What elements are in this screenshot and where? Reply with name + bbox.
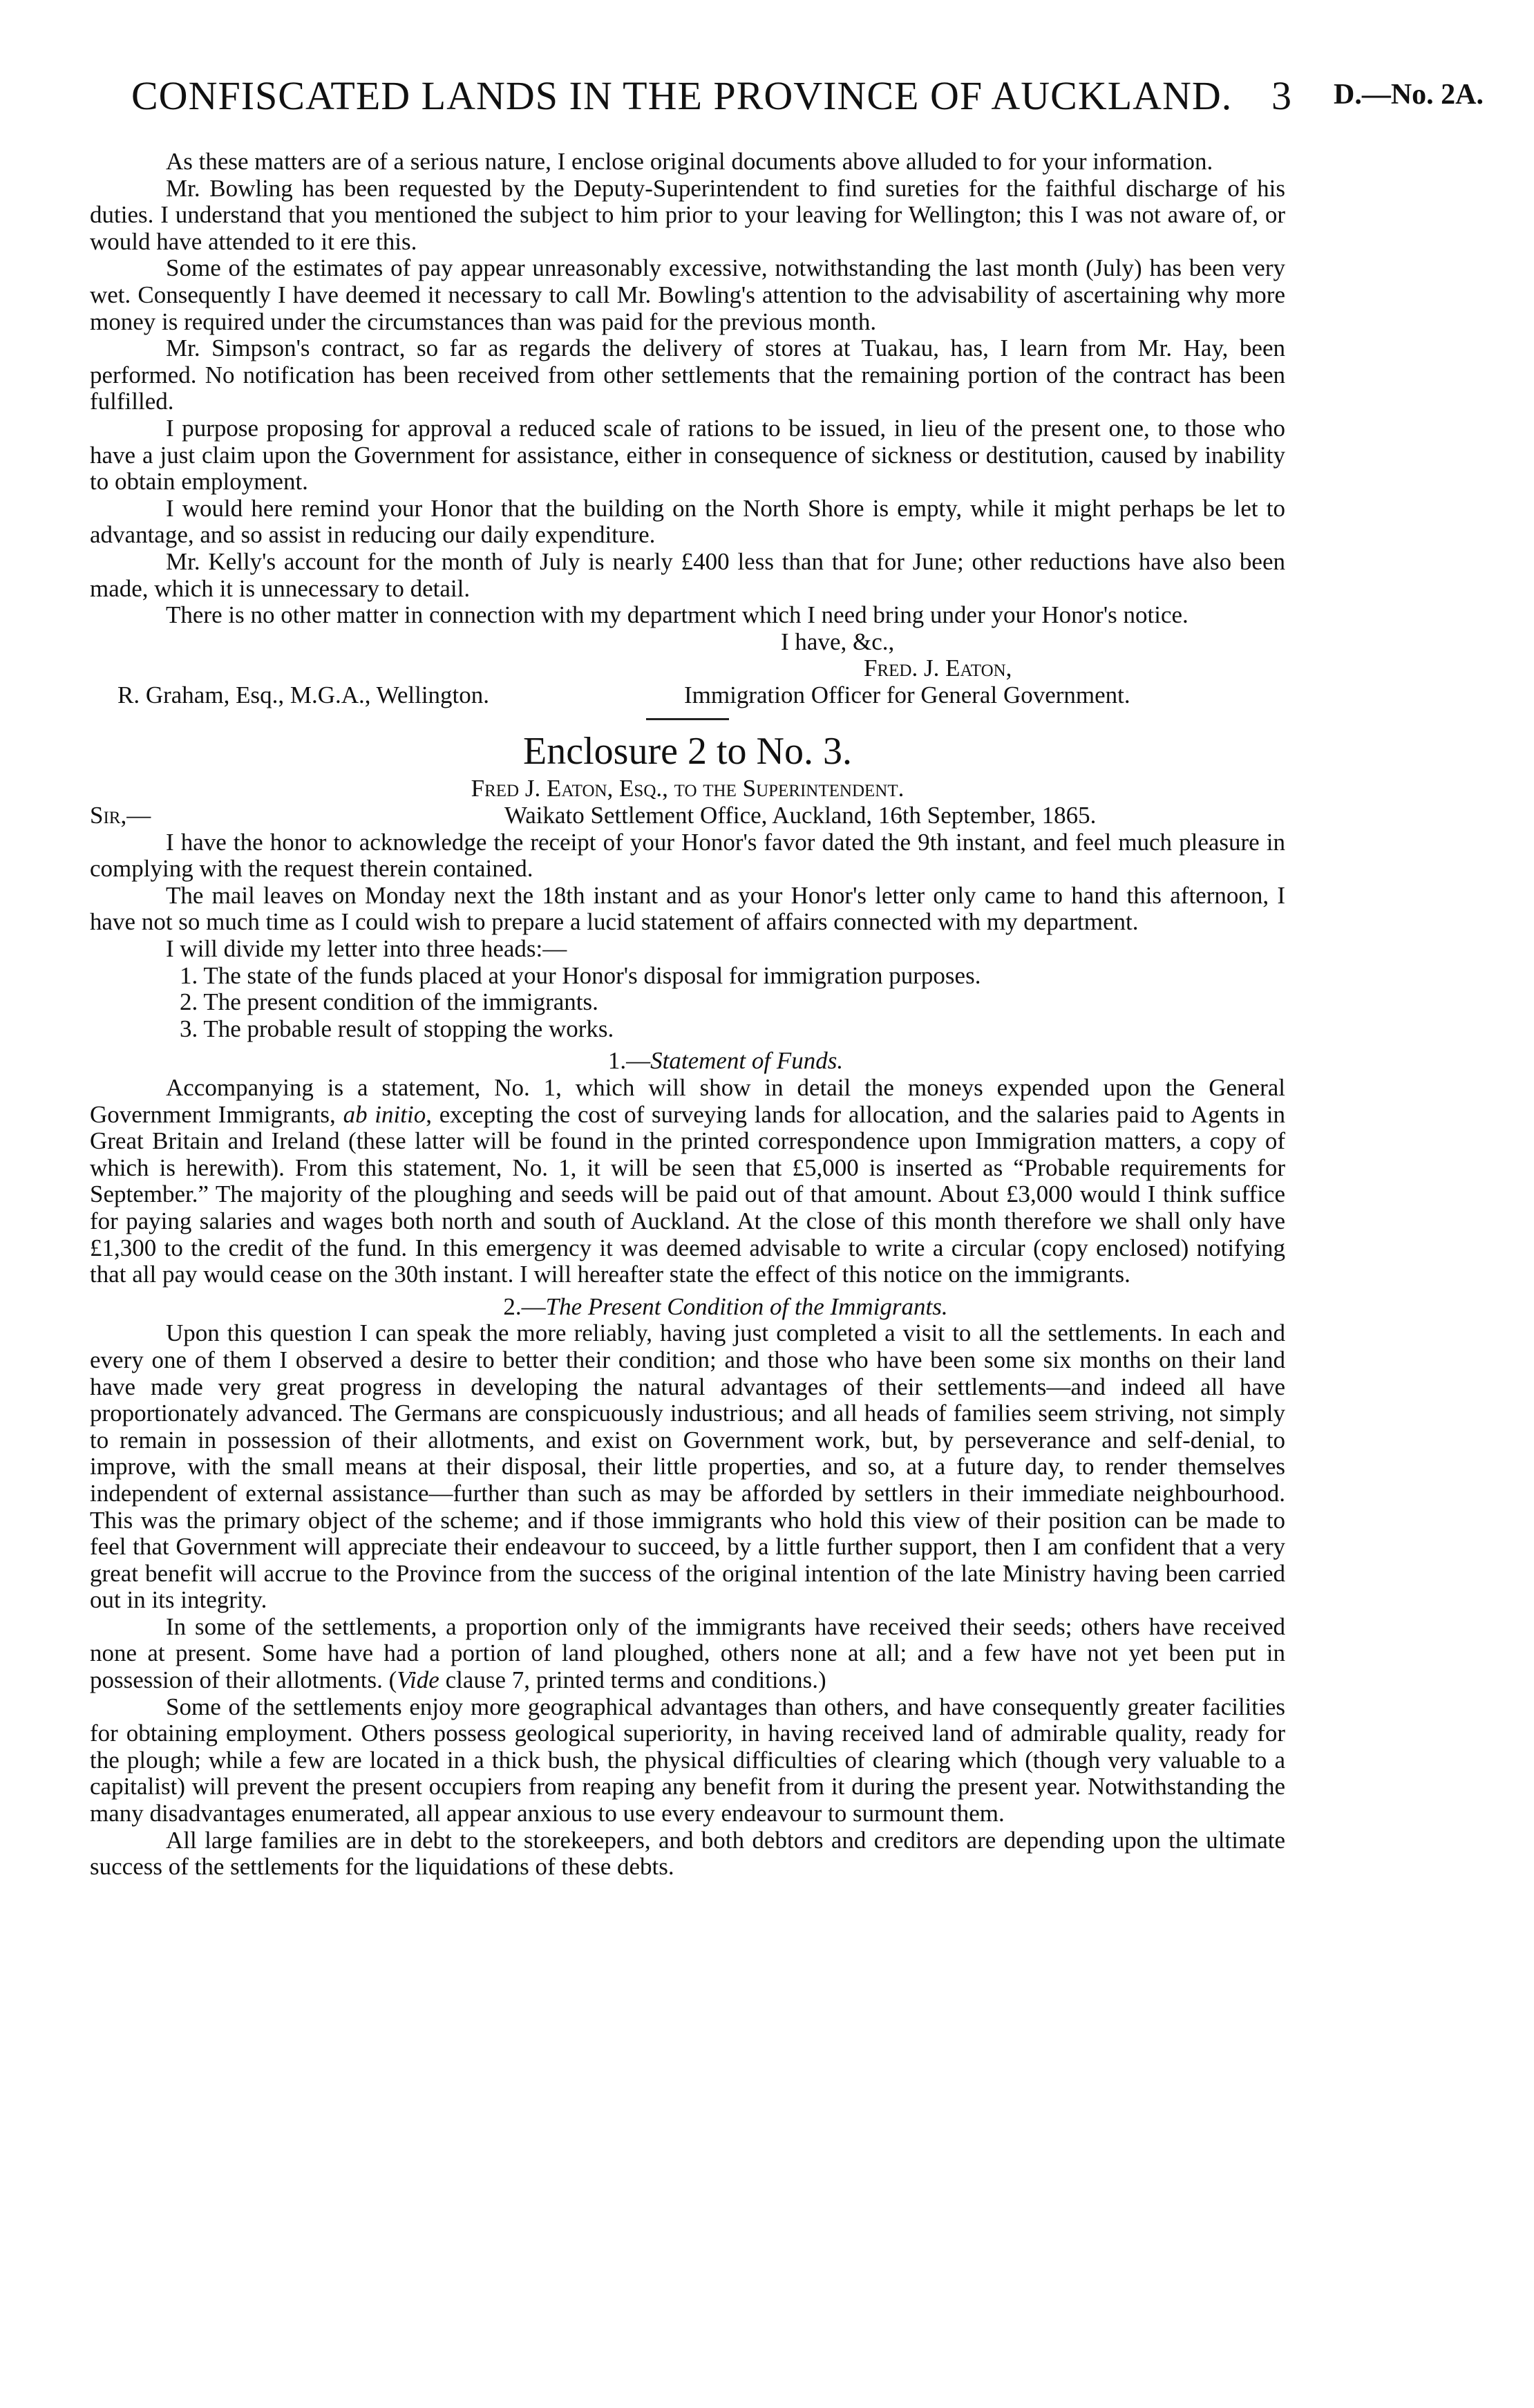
letter-paragraph: Mr. Kelly's account for the month of July is nearly £400 less than that for June; other reductions have also been made, which it is unnecessary to detail. <box>90 547 1285 602</box>
section-paragraph <box>90 1075 1285 1288</box>
addressee: R. Graham, Esq., M.G.A., Wellington. <box>117 681 490 708</box>
section-paragraph <box>90 1614 1285 1694</box>
section-paragraph: All large families are in debt to the storekeepers, and both debtors and creditors are depending upon the ultimate success of the settlements for the liquidations of these debts. <box>90 1826 1285 1881</box>
enclosure-title: Enclosure 2 to No. 3. <box>523 730 852 773</box>
closing-row <box>90 629 1285 656</box>
signature-row <box>90 655 1285 682</box>
letter-paragraph: There is no other matter in connection with my department which I need bring under your Honor's notice. <box>166 601 1189 629</box>
italic-term: ab initio <box>343 1100 426 1128</box>
list-item: 2. The present condition of the immigrants. <box>180 988 598 1016</box>
place-date: Waikato Settlement Office, Auckland, 16th September, 1865. <box>504 802 1097 829</box>
salutation: Sir,— <box>90 802 151 829</box>
addressee-row <box>90 682 1285 709</box>
section-title: Statement of Funds. <box>650 1047 844 1075</box>
letter-paragraph: Mr. Bowling has been requested by the Deputy-Superintendent to find sureties for the faithful discharge of his duties. I understand that you mentioned the subject to him prior to your leaving for Wellington; this I was not aware of, or would have attended to it ere this. <box>90 174 1285 255</box>
section-paragraph: Upon this question I can speak the more reliably, having just completed a visit to all the settlements. In each and every one of them I observed a desire to better their condition; and those who have been some six months on their land have made very great progress in developing the natural advantages of their settlements—and indeed all have proportionately advanced. The Germans are conspicuously industrious; and all heads of families seem striving, not simply to remain in possession of their allotments, and exist on Government work, but, by perseverance and self-denial, to improve, with the small means at their disposal, their little properties, and so, at a future day, to render themselves independent of external assistance—further than such as may be afforded by settlers in their immediate neighbourhood. This was the primary object of the scheme; and if those immigrants who hold this view of their position can be made to feel that Government will appreciate their endeavour to succeed, by a little further support, then I am confident that a very great benefit will accrue to the Province from the success of the original intention of the late Ministry having been carried out in its integrity. <box>90 1319 1285 1614</box>
italic-term: Vide <box>397 1666 439 1694</box>
salutation-row <box>90 802 1285 829</box>
page-header <box>131 73 1484 128</box>
letter-paragraph: Mr. Simpson's contract, so far as regards the delivery of stores at Tuakau, has, I learn from Mr. Hay, been performed. No notification has been received from other settlements that the remaining portion of the contract has been fulfilled. <box>90 335 1285 415</box>
text-run: Accompanying is a statement, No. 1, which will show in detail the moneys expended upon the General Government Immigrants, <box>90 1074 1285 1128</box>
closing-text: I have, &c., <box>781 628 895 655</box>
signature: Fred. J. Eaton, <box>864 655 1012 682</box>
enclosure-paragraph: I will divide my letter into three heads:— <box>166 935 567 963</box>
text-run: In some of the settlements, a proportion only of the immigrants have received their seeds; others have received none at present. Some have had a portion of land ploughed, others none at all; and a few have not yet been put in possession of their allotments. ( <box>90 1612 1285 1694</box>
section-number: 1.— <box>607 1047 651 1075</box>
section-heading <box>90 1294 1285 1321</box>
signatory-title: Immigration Officer for General Government. <box>684 681 1130 708</box>
section-paragraph: Some of the settlements enjoy more geographical advantages than others, and have consequently greater facilities for obtaining employment. Others possess geological superiority, in having received land of admirable quality, ready for the plough; while a few are located in a thick bush, the physical difficulties of clearing which (though very valuable to a capitalist) will prevent the present occupiers from reaping any benefit from it during the present year. Notwithstanding the many disadvantages enumerated, all appear anxious to use every endeavour to surmount them. <box>90 1693 1285 1827</box>
section-heading <box>90 1048 1285 1075</box>
running-title: CONFISCATED LANDS IN THE PROVINCE OF AUCKLAND. <box>131 73 1233 118</box>
document-reference: D.—No. 2A. <box>1334 79 1484 111</box>
enclosure-paragraph: I have the honor to acknowledge the receipt of your Honor's favor dated the 9th instant, and feel much pleasure in complying with the request therein contained. <box>90 828 1285 883</box>
text-run: clause 7, printed terms and conditions.) <box>439 1666 826 1694</box>
enclosure-from-to: Fred J. Eaton, Esq., to the Superintendent. <box>471 775 905 802</box>
enclosure-paragraph: The mail leaves on Monday next the 18th instant and as your Honor's letter only came to hand this afternoon, I have not so much time as I could wish to prepare a lucid statement of affairs connected with my department. <box>90 881 1285 936</box>
heads-list <box>90 963 1285 1043</box>
document-body <box>90 149 1285 1881</box>
section-number: 2.— <box>503 1292 546 1320</box>
section-divider <box>646 718 729 720</box>
letter-paragraph: As these matters are of a serious nature, I enclose original documents above alluded to for your information. <box>166 148 1213 175</box>
letter-paragraph: I would here remind your Honor that the building on the North Shore is empty, while it might perhaps be let to advantage, and so assist in reducing our daily expenditure. <box>90 494 1285 549</box>
section-title: The Present Condition of the Immigrants. <box>545 1292 948 1320</box>
page-number: 3 <box>1271 73 1291 118</box>
text-run: , excepting the cost of surveying lands for allocation, and the salaries paid to Agents in Great Britain and Ireland (these latter will be found in the printed correspondence upon Immigration matters, a copy of which is herewith). From this statement, No. 1, it will be seen that £5,000 is inserted as “Probable requirements for September.” The majority of the ploughing and seeds will be paid out of that amount. About £3,000 would I think suffice for paying salaries and wages both north and south of Auckland. At the close of this month therefore we shall only have £1,300 to the credit of the fund. In this emergency it was deemed advisable to write a circular (copy enclosed) notifying that all pay would cease on the 30th instant. I will hereafter state the effect of this notice on the immigrants. <box>90 1100 1286 1288</box>
letter-paragraph: Some of the estimates of pay appear unreasonably excessive, notwithstanding the last month (July) has been very wet. Consequently I have deemed it necessary to call Mr. Bowling's attention to the advisability of ascertaining why more money is required under the circumstances than was paid for the previous month. <box>90 254 1285 335</box>
letter-paragraph: I purpose proposing for approval a reduced scale of rations to be issued, in lieu of the present one, to those who have a just claim upon the Government for assistance, either in consequence of sickness or destitution, caused by inability to obtain employment. <box>90 414 1285 496</box>
list-item: 1. The state of the funds placed at your Honor's disposal for immigration purposes. <box>180 961 981 989</box>
list-item: 3. The probable result of stopping the works. <box>180 1015 614 1042</box>
